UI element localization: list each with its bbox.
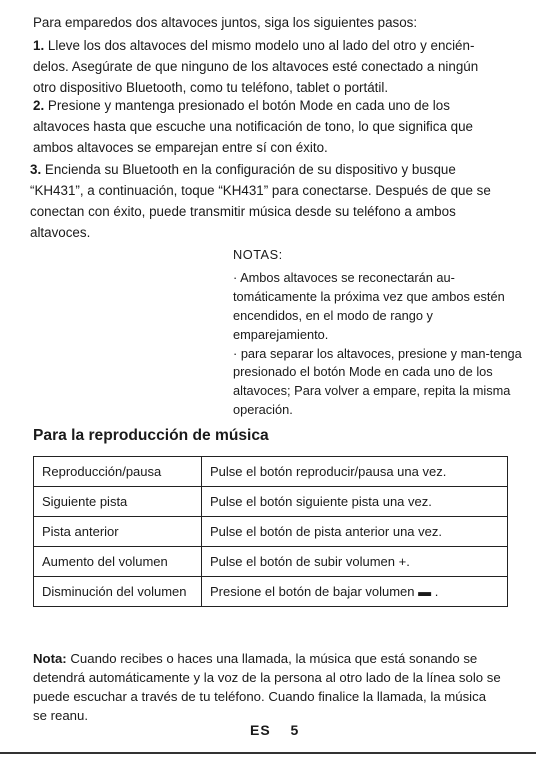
- nota-paragraph: [33, 649, 503, 725]
- footer-lang: ES: [250, 722, 271, 738]
- control-action: Disminución del volumen: [34, 577, 202, 607]
- notes-box: [233, 246, 523, 420]
- control-action: Reproducción/pausa: [34, 457, 202, 487]
- page-footer: [250, 722, 299, 738]
- step-2-text: Presione y mantenga presionado el botón Mode en cada uno de los altavoces hasta que escuche una notificación de tono, lo que significa que ambos altavoces se emparejan entre sí con éxito.: [33, 98, 473, 155]
- section-title: Para la reproducción de música: [33, 427, 269, 444]
- control-action: Pista anterior: [34, 517, 202, 547]
- table-row: [34, 457, 508, 487]
- nota-label: Nota:: [33, 651, 67, 667]
- notes-title: NOTAS:: [233, 247, 283, 262]
- control-instruction: Pulse el botón de subir volumen +.: [202, 547, 508, 577]
- controls-table: [33, 456, 508, 607]
- table-row: [34, 577, 508, 607]
- nota-text: Cuando recibes o haces una llamada, la música que está sonando se detendrá automáticamente y la voz de la persona al otro lado de la línea solo se puede escuchar a través de tu teléfono. Cuando finalice la llamada, la música se reanu.: [33, 651, 501, 724]
- intro-text: Para emparedos dos altavoces juntos, siga los siguientes pasos:: [33, 15, 418, 30]
- control-instruction: Pulse el botón siguiente pista una vez.: [202, 487, 508, 517]
- table-row: [34, 547, 508, 577]
- step-1-number: 1.: [33, 38, 45, 53]
- step-3-number: 3.: [30, 162, 42, 177]
- page-number: 5: [290, 722, 300, 738]
- control-action: Aumento del volumen: [34, 547, 202, 577]
- step-3: [30, 159, 500, 243]
- step-2: [33, 95, 503, 158]
- table-row: [34, 487, 508, 517]
- note-item-1: · Ambos altavoces se reconectarán au-tomáticamente la próxima vez que ambos estén encendidos, en el modo de rango y emparejamiento.: [233, 269, 505, 342]
- footer-divider: [0, 752, 536, 754]
- step-2-number: 2.: [33, 98, 45, 113]
- control-instruction: Presione el botón de bajar volumen ▬ .: [202, 577, 508, 607]
- step-3-text: Encienda su Bluetooth en la configuración de su dispositivo y busque “KH431”, a continuación, toque “KH431” para conectarse. Después de que se conectan con éxito, puede transmitir música desde su teléfono a ambos altavoces.: [30, 162, 491, 240]
- note-item-2: · para separar los altavoces, presione y man-tenga presionado el botón Mode en cada uno de los altavoces; Para volver a empare, repita la misma operación.: [233, 345, 522, 418]
- step-1-text: Lleve los dos altavoces del mismo modelo uno al lado del otro y encién-delos. Asegúrate de que ninguno de los altavoces esté conectado a ningún otro dispositivo Bluetooth, como tu teléfono, tablet o portátil.: [33, 38, 479, 95]
- step-1: [33, 35, 503, 98]
- control-action: Siguiente pista: [34, 487, 202, 517]
- table-row: [34, 517, 508, 547]
- control-instruction: Pulse el botón reproducir/pausa una vez.: [202, 457, 508, 487]
- control-instruction: Pulse el botón de pista anterior una vez.: [202, 517, 508, 547]
